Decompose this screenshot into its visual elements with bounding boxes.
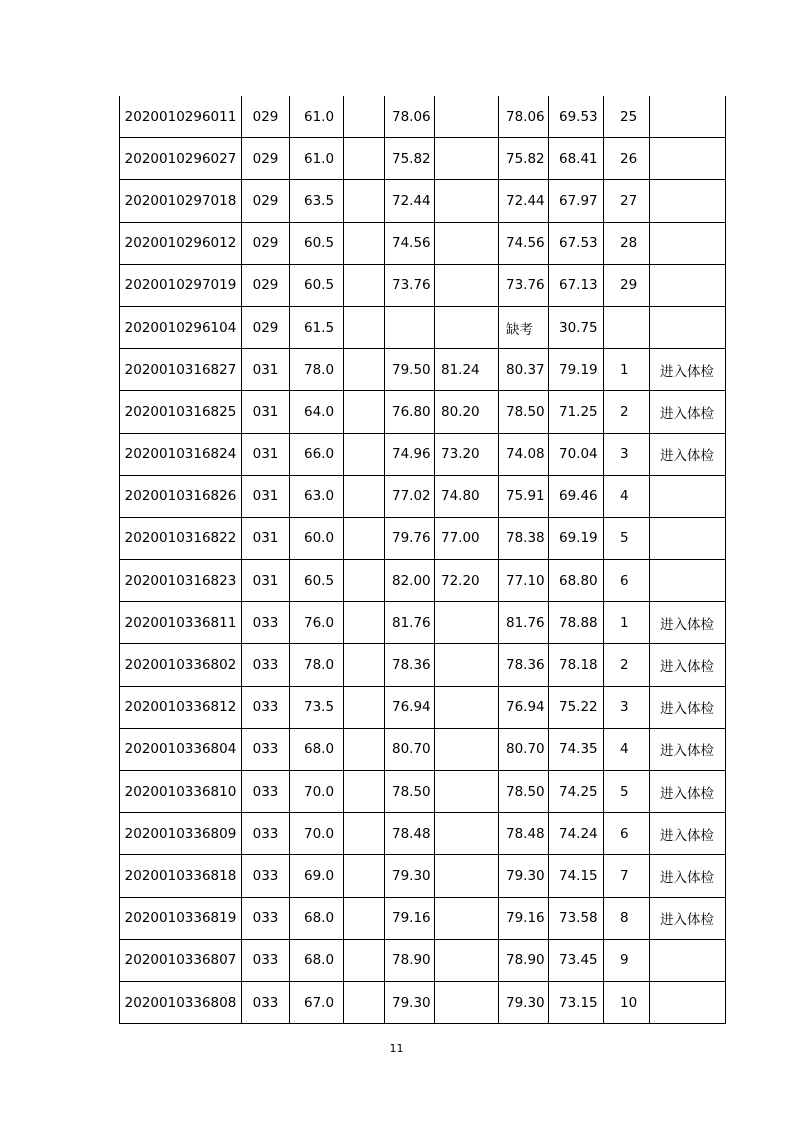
rank-cell: 9 (604, 939, 650, 981)
total-score-cell: 68.80 (549, 560, 604, 602)
extra-score-cell (344, 222, 385, 264)
total-score-cell: 73.45 (549, 939, 604, 981)
written-score-cell: 63.0 (290, 475, 344, 517)
written-score-cell: 68.0 (290, 728, 344, 770)
admission-id-cell: 2020010336809 (120, 813, 242, 855)
interview-score-2-cell (435, 306, 499, 348)
rank-cell: 27 (604, 180, 650, 222)
remark-cell: 进入体检 (650, 391, 726, 433)
table-row (120, 728, 726, 770)
position-code-cell: 033 (242, 855, 290, 897)
written-score-cell: 67.0 (290, 981, 344, 1023)
written-score-cell: 63.5 (290, 180, 344, 222)
admission-id-cell: 2020010316826 (120, 475, 242, 517)
rank-cell: 5 (604, 517, 650, 559)
total-score-cell: 69.46 (549, 475, 604, 517)
total-score-cell: 78.88 (549, 602, 604, 644)
rank-cell: 2 (604, 644, 650, 686)
extra-score-cell (344, 939, 385, 981)
interview-final-cell: 79.30 (499, 855, 549, 897)
remark-cell (650, 138, 726, 180)
total-score-cell: 79.19 (549, 349, 604, 391)
interview-score-1-cell: 76.80 (385, 391, 435, 433)
interview-score-1-cell: 79.16 (385, 897, 435, 939)
remark-cell (650, 180, 726, 222)
interview-score-2-cell: 81.24 (435, 349, 499, 391)
total-score-cell: 78.18 (549, 644, 604, 686)
remark-cell (650, 517, 726, 559)
remark-cell: 进入体检 (650, 686, 726, 728)
position-code-cell: 029 (242, 96, 290, 138)
remark-cell (650, 981, 726, 1023)
written-score-cell: 60.5 (290, 222, 344, 264)
total-score-cell: 71.25 (549, 391, 604, 433)
page-number: 11 (389, 1042, 404, 1055)
interview-score-1-cell (385, 306, 435, 348)
interview-final-cell: 78.48 (499, 813, 549, 855)
admission-id-cell: 2020010296011 (120, 96, 242, 138)
score-table (119, 96, 726, 1024)
position-code-cell: 033 (242, 981, 290, 1023)
table-row (120, 96, 726, 138)
interview-score-2-cell (435, 644, 499, 686)
interview-score-2-cell (435, 813, 499, 855)
table-row (120, 855, 726, 897)
written-score-cell: 60.5 (290, 560, 344, 602)
total-score-cell: 70.04 (549, 433, 604, 475)
total-score-cell: 67.53 (549, 222, 604, 264)
interview-final-cell: 73.76 (499, 264, 549, 306)
total-score-cell: 74.25 (549, 771, 604, 813)
admission-id-cell: 2020010316824 (120, 433, 242, 475)
remark-cell: 进入体检 (650, 771, 726, 813)
table-row (120, 602, 726, 644)
extra-score-cell (344, 306, 385, 348)
table-row (120, 264, 726, 306)
extra-score-cell (344, 644, 385, 686)
rank-cell: 5 (604, 771, 650, 813)
interview-score-1-cell: 78.90 (385, 939, 435, 981)
interview-score-2-cell (435, 771, 499, 813)
remark-cell: 进入体检 (650, 728, 726, 770)
interview-score-1-cell: 76.94 (385, 686, 435, 728)
written-score-cell: 78.0 (290, 349, 344, 391)
interview-final-cell: 79.30 (499, 981, 549, 1023)
admission-id-cell: 2020010316825 (120, 391, 242, 433)
extra-score-cell (344, 96, 385, 138)
interview-score-2-cell (435, 96, 499, 138)
extra-score-cell (344, 728, 385, 770)
written-score-cell: 70.0 (290, 813, 344, 855)
table-row (120, 686, 726, 728)
total-score-cell: 69.19 (549, 517, 604, 559)
table-row (120, 813, 726, 855)
rank-cell: 1 (604, 349, 650, 391)
total-score-cell: 74.24 (549, 813, 604, 855)
position-code-cell: 033 (242, 686, 290, 728)
interview-score-1-cell: 74.56 (385, 222, 435, 264)
total-score-cell: 30.75 (549, 306, 604, 348)
written-score-cell: 64.0 (290, 391, 344, 433)
total-score-cell: 73.58 (549, 897, 604, 939)
total-score-cell: 74.35 (549, 728, 604, 770)
rank-cell: 25 (604, 96, 650, 138)
extra-score-cell (344, 855, 385, 897)
interview-score-1-cell: 79.30 (385, 981, 435, 1023)
interview-final-cell: 76.94 (499, 686, 549, 728)
interview-score-1-cell: 80.70 (385, 728, 435, 770)
rank-cell: 1 (604, 602, 650, 644)
rank-cell: 10 (604, 981, 650, 1023)
interview-score-1-cell: 74.96 (385, 433, 435, 475)
interview-final-cell: 78.38 (499, 517, 549, 559)
extra-score-cell (344, 981, 385, 1023)
remark-cell: 进入体检 (650, 897, 726, 939)
interview-final-cell: 77.10 (499, 560, 549, 602)
written-score-cell: 61.0 (290, 96, 344, 138)
interview-score-2-cell: 73.20 (435, 433, 499, 475)
extra-score-cell (344, 602, 385, 644)
remark-cell (650, 306, 726, 348)
written-score-cell: 68.0 (290, 897, 344, 939)
position-code-cell: 033 (242, 813, 290, 855)
table-row (120, 138, 726, 180)
total-score-cell: 74.15 (549, 855, 604, 897)
rank-cell: 29 (604, 264, 650, 306)
interview-score-2-cell: 72.20 (435, 560, 499, 602)
extra-score-cell (344, 264, 385, 306)
remark-cell (650, 264, 726, 306)
table-row (120, 560, 726, 602)
interview-score-2-cell (435, 981, 499, 1023)
extra-score-cell (344, 813, 385, 855)
written-score-cell: 68.0 (290, 939, 344, 981)
extra-score-cell (344, 771, 385, 813)
total-score-cell: 75.22 (549, 686, 604, 728)
total-score-cell: 67.13 (549, 264, 604, 306)
admission-id-cell: 2020010296012 (120, 222, 242, 264)
admission-id-cell: 2020010336804 (120, 728, 242, 770)
table-row (120, 349, 726, 391)
remark-cell: 进入体检 (650, 644, 726, 686)
interview-score-2-cell (435, 264, 499, 306)
remark-cell: 进入体检 (650, 855, 726, 897)
table-row (120, 475, 726, 517)
table-row (120, 433, 726, 475)
interview-score-2-cell (435, 897, 499, 939)
rank-cell: 28 (604, 222, 650, 264)
interview-score-2-cell: 80.20 (435, 391, 499, 433)
position-code-cell: 033 (242, 602, 290, 644)
rank-cell: 7 (604, 855, 650, 897)
written-score-cell: 69.0 (290, 855, 344, 897)
interview-score-1-cell: 77.02 (385, 475, 435, 517)
remark-cell: 进入体检 (650, 349, 726, 391)
table-row (120, 180, 726, 222)
interview-score-2-cell (435, 138, 499, 180)
interview-score-1-cell: 78.06 (385, 96, 435, 138)
position-code-cell: 031 (242, 517, 290, 559)
interview-final-cell: 78.06 (499, 96, 549, 138)
interview-final-cell: 72.44 (499, 180, 549, 222)
admission-id-cell: 2020010316823 (120, 560, 242, 602)
extra-score-cell (344, 138, 385, 180)
table-row (120, 306, 726, 348)
position-code-cell: 033 (242, 939, 290, 981)
remark-cell (650, 560, 726, 602)
extra-score-cell (344, 349, 385, 391)
rank-cell: 26 (604, 138, 650, 180)
position-code-cell: 029 (242, 138, 290, 180)
admission-id-cell: 2020010297018 (120, 180, 242, 222)
interview-score-1-cell: 78.36 (385, 644, 435, 686)
table-row (120, 391, 726, 433)
position-code-cell: 031 (242, 433, 290, 475)
table-row (120, 897, 726, 939)
rank-cell: 6 (604, 560, 650, 602)
admission-id-cell: 2020010336818 (120, 855, 242, 897)
interview-score-2-cell: 74.80 (435, 475, 499, 517)
interview-score-2-cell (435, 222, 499, 264)
interview-final-cell: 81.76 (499, 602, 549, 644)
rank-cell: 8 (604, 897, 650, 939)
admission-id-cell: 2020010296104 (120, 306, 242, 348)
position-code-cell: 029 (242, 222, 290, 264)
interview-final-cell: 80.37 (499, 349, 549, 391)
total-score-cell: 73.15 (549, 981, 604, 1023)
written-score-cell: 78.0 (290, 644, 344, 686)
interview-final-cell: 78.90 (499, 939, 549, 981)
remark-cell: 进入体检 (650, 433, 726, 475)
position-code-cell: 033 (242, 897, 290, 939)
remark-cell (650, 475, 726, 517)
total-score-cell: 68.41 (549, 138, 604, 180)
interview-final-cell: 78.50 (499, 391, 549, 433)
written-score-cell: 76.0 (290, 602, 344, 644)
admission-id-cell: 2020010316827 (120, 349, 242, 391)
position-code-cell: 029 (242, 180, 290, 222)
written-score-cell: 70.0 (290, 771, 344, 813)
interview-final-cell: 75.82 (499, 138, 549, 180)
interview-score-2-cell (435, 602, 499, 644)
admission-id-cell: 2020010336812 (120, 686, 242, 728)
interview-final-cell: 78.50 (499, 771, 549, 813)
admission-id-cell: 2020010296027 (120, 138, 242, 180)
remark-cell (650, 96, 726, 138)
rank-cell: 4 (604, 475, 650, 517)
extra-score-cell (344, 180, 385, 222)
interview-score-1-cell: 82.00 (385, 560, 435, 602)
interview-final-cell: 74.08 (499, 433, 549, 475)
interview-final-cell: 缺考 (499, 306, 549, 348)
remark-cell (650, 939, 726, 981)
extra-score-cell (344, 475, 385, 517)
interview-score-2-cell (435, 855, 499, 897)
admission-id-cell: 2020010336819 (120, 897, 242, 939)
written-score-cell: 61.0 (290, 138, 344, 180)
position-code-cell: 029 (242, 264, 290, 306)
interview-final-cell: 78.36 (499, 644, 549, 686)
written-score-cell: 60.0 (290, 517, 344, 559)
position-code-cell: 031 (242, 391, 290, 433)
table-row (120, 517, 726, 559)
written-score-cell: 66.0 (290, 433, 344, 475)
position-code-cell: 033 (242, 771, 290, 813)
interview-score-1-cell: 79.30 (385, 855, 435, 897)
table-body (120, 96, 726, 1024)
interview-score-2-cell (435, 180, 499, 222)
written-score-cell: 61.5 (290, 306, 344, 348)
extra-score-cell (344, 686, 385, 728)
interview-score-2-cell (435, 939, 499, 981)
rank-cell: 4 (604, 728, 650, 770)
remark-cell: 进入体检 (650, 813, 726, 855)
admission-id-cell: 2020010316822 (120, 517, 242, 559)
rank-cell: 2 (604, 391, 650, 433)
interview-score-1-cell: 78.48 (385, 813, 435, 855)
interview-score-1-cell: 79.50 (385, 349, 435, 391)
extra-score-cell (344, 517, 385, 559)
position-code-cell: 033 (242, 728, 290, 770)
admission-id-cell: 2020010336802 (120, 644, 242, 686)
rank-cell: 3 (604, 686, 650, 728)
admission-id-cell: 2020010336807 (120, 939, 242, 981)
interview-score-1-cell: 81.76 (385, 602, 435, 644)
total-score-cell: 69.53 (549, 96, 604, 138)
interview-score-2-cell (435, 686, 499, 728)
remark-cell: 进入体检 (650, 602, 726, 644)
interview-score-1-cell: 79.76 (385, 517, 435, 559)
admission-id-cell: 2020010336810 (120, 771, 242, 813)
position-code-cell: 031 (242, 475, 290, 517)
interview-final-cell: 80.70 (499, 728, 549, 770)
interview-final-cell: 75.91 (499, 475, 549, 517)
remark-cell (650, 222, 726, 264)
interview-score-2-cell: 77.00 (435, 517, 499, 559)
interview-score-2-cell (435, 728, 499, 770)
extra-score-cell (344, 560, 385, 602)
position-code-cell: 031 (242, 560, 290, 602)
interview-final-cell: 74.56 (499, 222, 549, 264)
extra-score-cell (344, 433, 385, 475)
table-row (120, 222, 726, 264)
table-row (120, 771, 726, 813)
interview-score-1-cell: 72.44 (385, 180, 435, 222)
interview-score-1-cell: 78.50 (385, 771, 435, 813)
table-row (120, 644, 726, 686)
position-code-cell: 031 (242, 349, 290, 391)
written-score-cell: 60.5 (290, 264, 344, 306)
position-code-cell: 033 (242, 644, 290, 686)
rank-cell (604, 306, 650, 348)
extra-score-cell (344, 897, 385, 939)
admission-id-cell: 2020010336811 (120, 602, 242, 644)
rank-cell: 6 (604, 813, 650, 855)
rank-cell: 3 (604, 433, 650, 475)
written-score-cell: 73.5 (290, 686, 344, 728)
interview-score-1-cell: 73.76 (385, 264, 435, 306)
total-score-cell: 67.97 (549, 180, 604, 222)
interview-final-cell: 79.16 (499, 897, 549, 939)
position-code-cell: 029 (242, 306, 290, 348)
admission-id-cell: 2020010297019 (120, 264, 242, 306)
interview-score-1-cell: 75.82 (385, 138, 435, 180)
table-row (120, 939, 726, 981)
table-row (120, 981, 726, 1023)
extra-score-cell (344, 391, 385, 433)
admission-id-cell: 2020010336808 (120, 981, 242, 1023)
